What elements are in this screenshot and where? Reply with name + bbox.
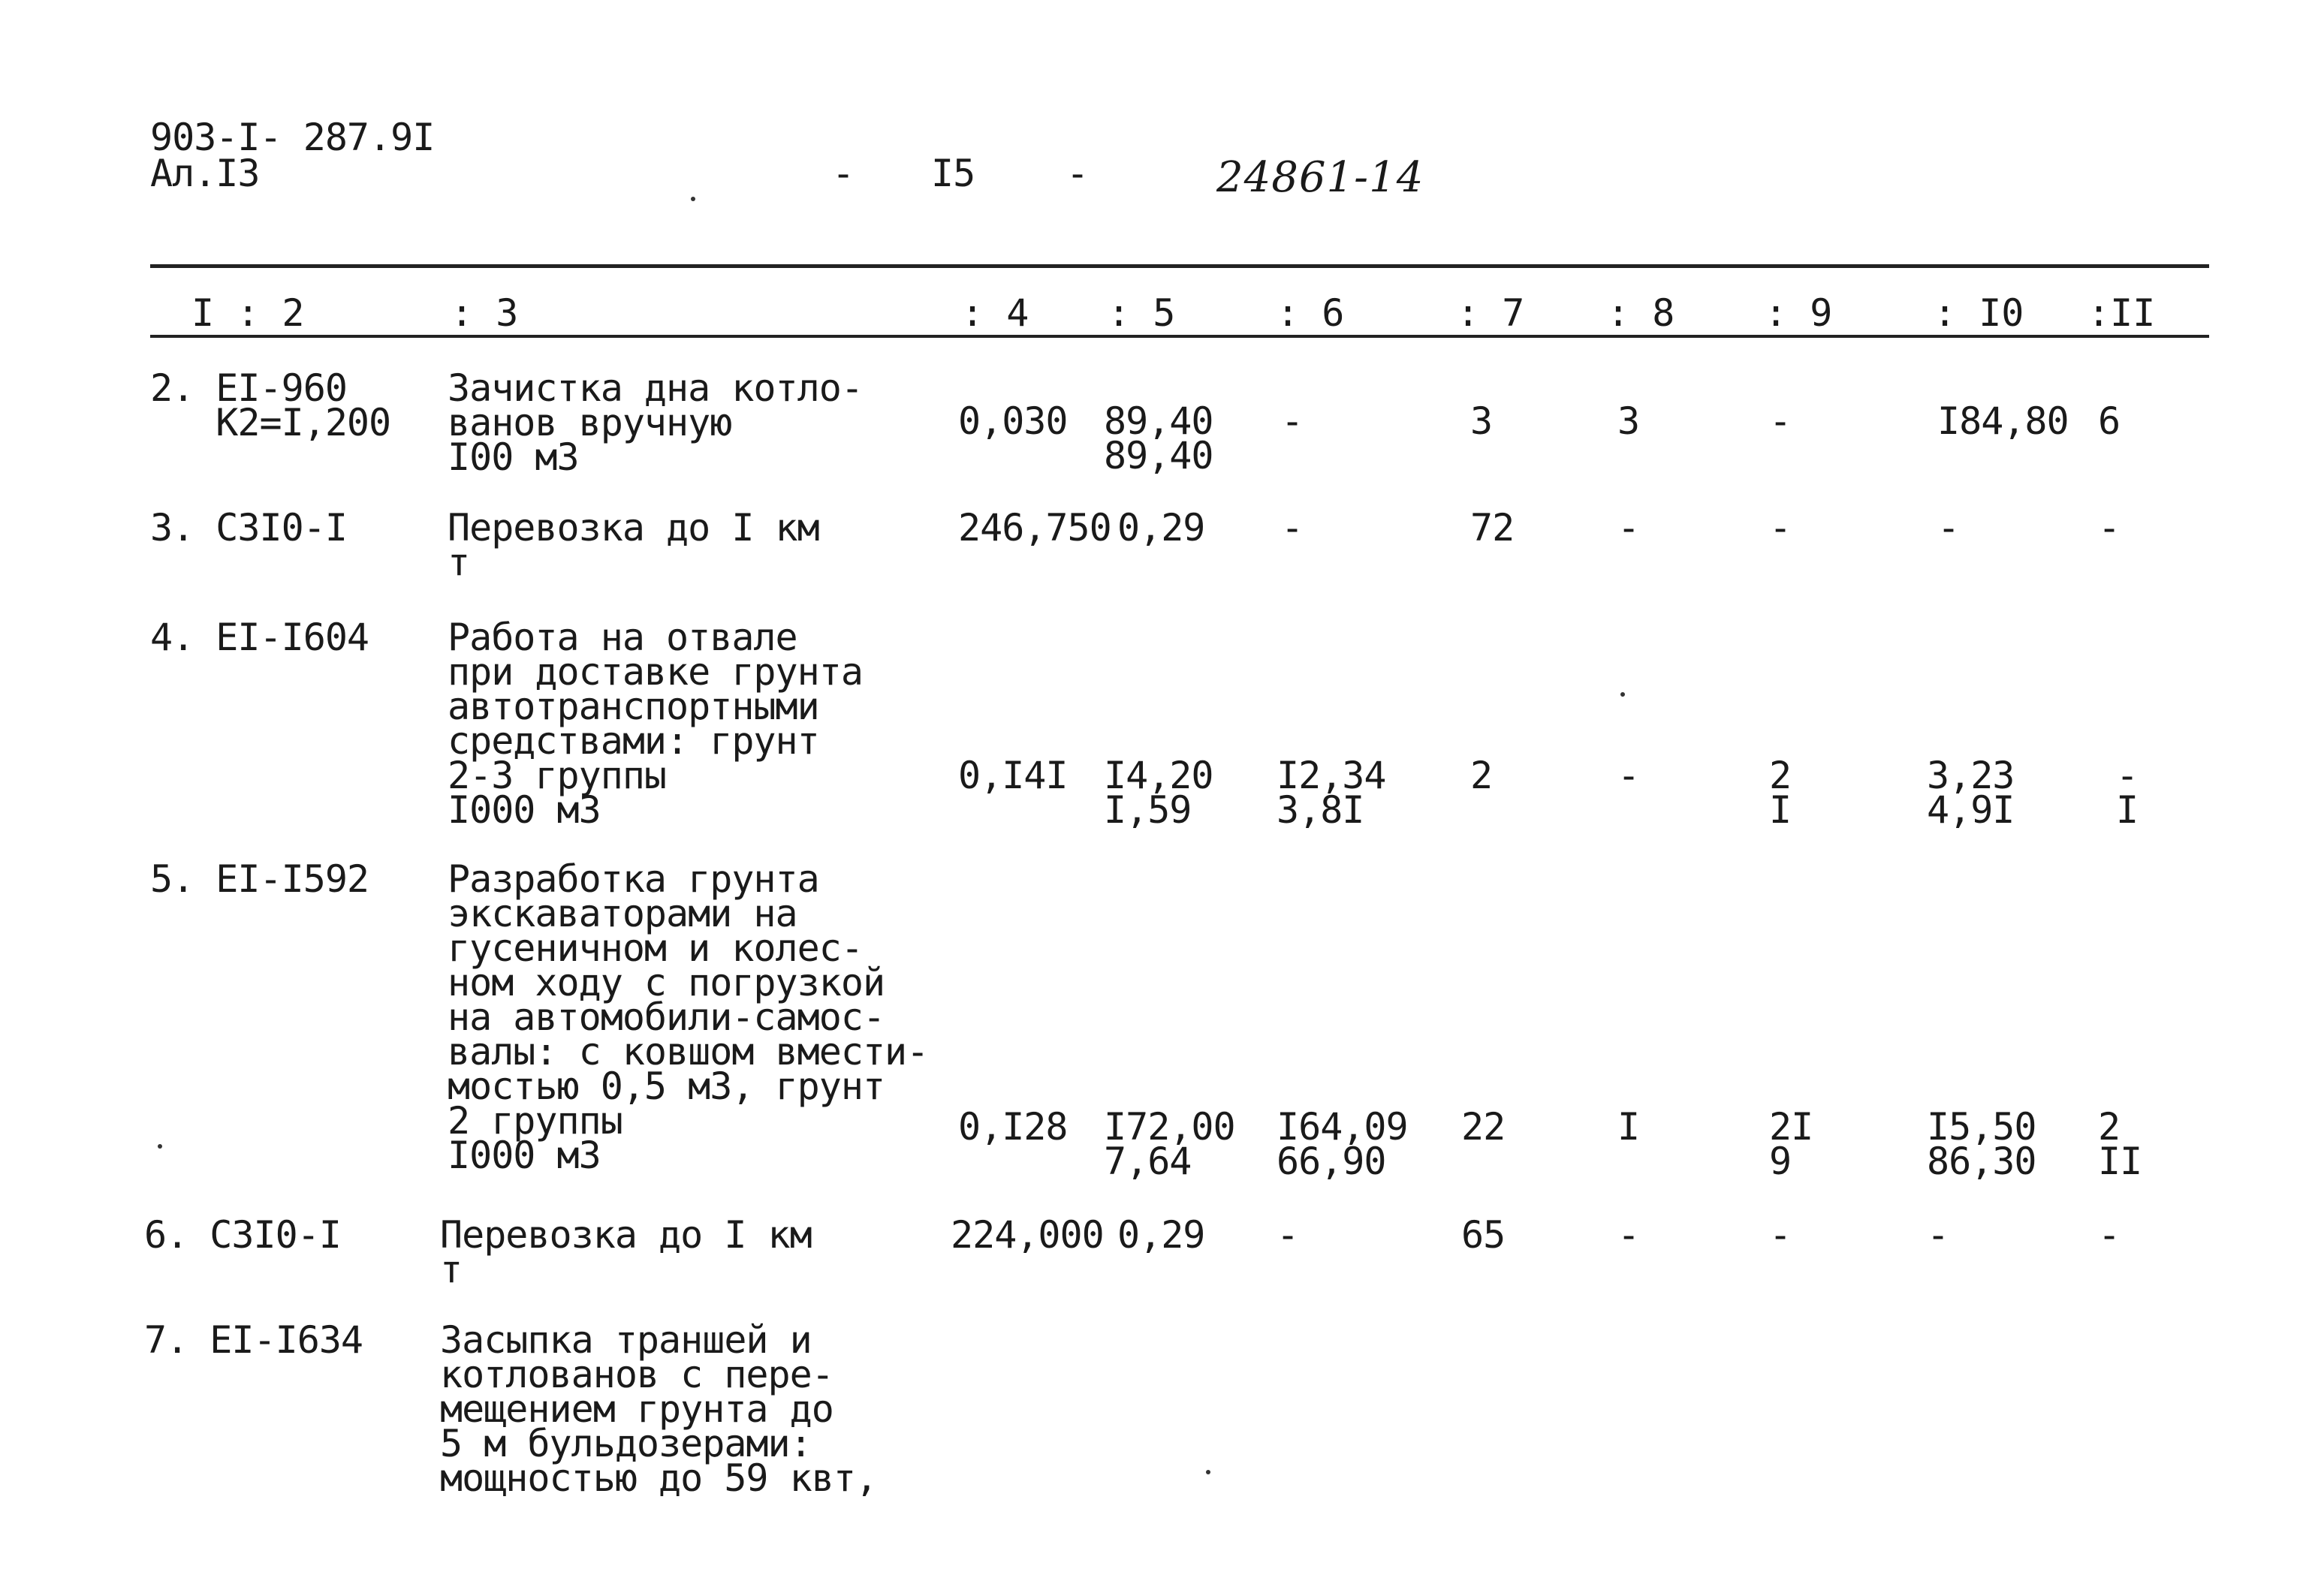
row-col-11: 6 — [2098, 399, 2121, 443]
row-col-9: - — [1769, 399, 1792, 443]
row-description: Засыпка траншей и котлованов с пере- мещением грунта до 5 м бульдозерами: мощностью до 59 квт, — [440, 1318, 878, 1500]
row-col-8: - — [1617, 506, 1640, 550]
row-code: 2. EI-960 K2=I,200 — [150, 366, 391, 444]
column-header-7: : 7 — [1457, 291, 1525, 335]
column-header-4: : 4 — [961, 291, 1029, 335]
row-col-4: 246,750 — [958, 506, 1111, 550]
row-col-5: I4,20 I,59 — [1104, 754, 1213, 832]
table-header-rule — [150, 335, 2209, 338]
row-col-4: 0,I4I — [958, 754, 1068, 797]
row-description: Работа на отвале при доставке грунта автотранспортными средствами: грунт 2-3 группы I000 м3 — [448, 616, 863, 832]
column-header-10: : I0 — [1934, 291, 2024, 335]
table-top-rule — [150, 264, 2209, 268]
row-col-5: 0,29 — [1117, 1213, 1205, 1257]
row-col-10: - — [1927, 1213, 1949, 1257]
row-col-5: 0,29 — [1117, 506, 1205, 550]
row-col-10: - — [1937, 506, 1960, 550]
row-code: 7. EI-I634 — [144, 1318, 363, 1362]
page-number-dash-left: - — [832, 152, 855, 195]
row-col-4: 224,000 — [951, 1213, 1104, 1257]
row-col-6: - — [1281, 399, 1304, 443]
scan-speck — [158, 1144, 162, 1149]
column-header-3: : 3 — [451, 291, 519, 335]
row-col-11: 2 II — [2098, 1105, 2142, 1183]
row-col-7: 22 — [1461, 1105, 1506, 1149]
scan-speck — [1620, 692, 1625, 697]
row-col-6: - — [1277, 1213, 1299, 1257]
row-col-8: - — [1617, 754, 1640, 797]
row-description: Разработка грунта экскаваторами на гусеничном и колес- ном ходу с погрузкой на автомобили-самос- валы: с ковшом вмести- мостью 0,5 м3, грунт 2 группы I000 м3 — [448, 857, 929, 1177]
sheet-number: Ал.I3 — [150, 152, 260, 195]
row-col-8: - — [1617, 1213, 1640, 1257]
row-col-9: 2 I — [1769, 754, 1792, 832]
row-description: Зачистка дна котло- ванов вручную I00 м3 — [448, 366, 863, 479]
row-code: 5. EI-I592 — [150, 857, 369, 901]
row-col-6: I64,09 66,90 — [1277, 1105, 1408, 1183]
page-number-dash-right: - — [1066, 152, 1089, 195]
row-col-7: 65 — [1461, 1213, 1506, 1257]
column-header-6: : 6 — [1277, 291, 1345, 335]
column-header-9: : 9 — [1765, 291, 1833, 335]
row-col-9: - — [1769, 1213, 1792, 1257]
row-col-7: 3 — [1470, 399, 1493, 443]
row-col-7: 72 — [1470, 506, 1515, 550]
row-col-9: 2I 9 — [1769, 1105, 1813, 1183]
scan-speck — [691, 197, 695, 201]
row-col-11: - — [2098, 506, 2121, 550]
row-col-5: I72,00 7,64 — [1104, 1105, 1235, 1183]
row-col-6: - — [1281, 506, 1304, 550]
row-code: 6. C3I0-I — [144, 1213, 341, 1257]
row-col-11: - I — [2116, 754, 2139, 832]
column-header-8: : 8 — [1607, 291, 1675, 335]
row-description: Перевозка до I км т — [440, 1213, 812, 1291]
row-col-5: 89,40 89,40 — [1104, 399, 1213, 477]
row-description: Перевозка до I км т — [448, 506, 819, 584]
row-col-4: 0,I28 — [958, 1105, 1068, 1149]
row-col-9: - — [1769, 506, 1792, 550]
row-code: 3. C3I0-I — [150, 506, 347, 550]
column-header-5: : 5 — [1108, 291, 1176, 335]
row-code: 4. EI-I604 — [150, 616, 369, 659]
row-col-11: - — [2098, 1213, 2121, 1257]
row-col-7: 2 — [1470, 754, 1493, 797]
row-col-8: I — [1617, 1105, 1640, 1149]
row-col-10: I5,50 86,30 — [1927, 1105, 2036, 1183]
archive-number: 24861-14 — [1216, 153, 1424, 202]
row-col-10: I84,80 — [1937, 399, 2069, 443]
row-col-4: 0,030 — [958, 399, 1068, 443]
scan-speck — [1206, 1470, 1210, 1474]
document-code: 903-I- 287.9I — [150, 116, 435, 159]
row-col-6: I2,34 3,8I — [1277, 754, 1386, 832]
column-header-11: :II — [2087, 291, 2156, 335]
row-col-8: 3 — [1617, 399, 1640, 443]
row-col-10: 3,23 4,9I — [1927, 754, 2015, 832]
column-header-1-2: I : 2 — [191, 291, 305, 335]
page-number: I5 — [931, 152, 975, 195]
